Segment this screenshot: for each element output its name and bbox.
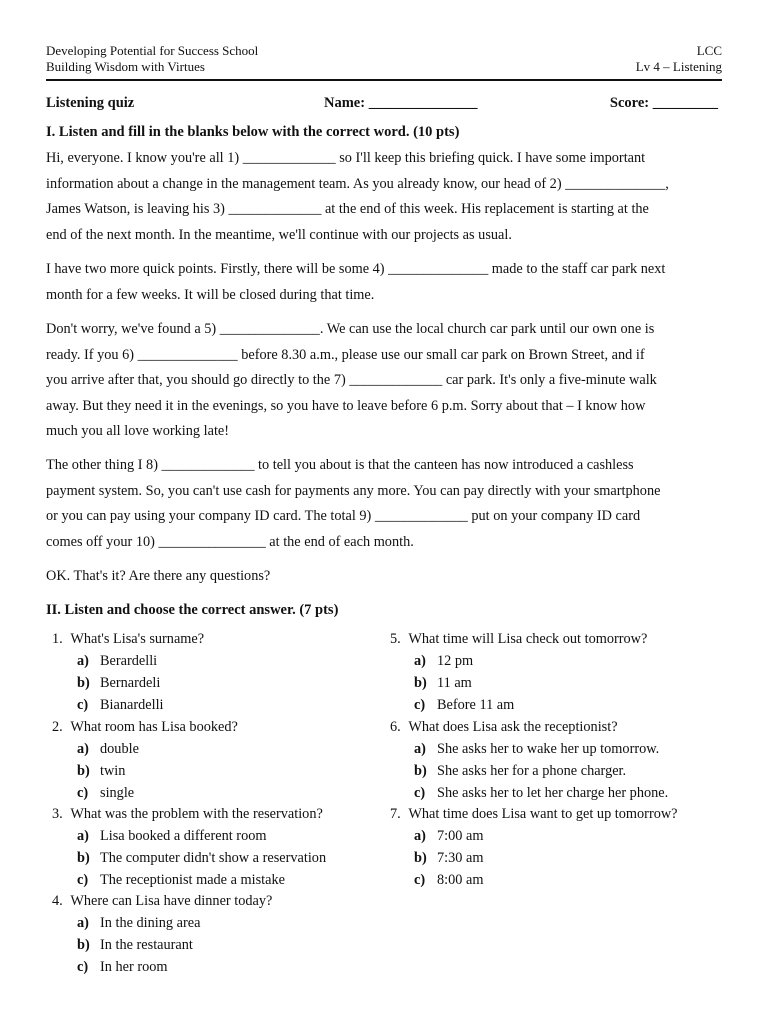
question-number: 7.: [390, 806, 401, 822]
question-text: Where can Lisa have dinner today?: [70, 893, 273, 909]
name-field[interactable]: Name: _______________: [324, 95, 478, 111]
question-1: [52, 628, 204, 650]
level-label: Lv 4 – Listening: [635, 59, 722, 74]
paragraph-line: much you all love working late!: [46, 423, 230, 439]
question-text: What time will Lisa check out tomorrow?: [408, 631, 648, 647]
paragraph-1: [46, 146, 724, 248]
option-7a[interactable]: a) 7:00 am: [414, 828, 484, 844]
school-motto: Building Wisdom with Virtues: [46, 59, 205, 74]
question-text: What does Lisa ask the receptionist?: [408, 719, 618, 735]
paragraph-3: [46, 317, 724, 445]
option-6c[interactable]: c) She asks her to let her charge her phone.: [414, 785, 669, 801]
paragraph-line[interactable]: Don't worry, we've found a 5) ______________. We can use the local church car park until our own one is: [46, 321, 655, 337]
option-2b[interactable]: b) twin: [77, 763, 126, 779]
question-number: 6.: [390, 719, 401, 735]
paragraph-line[interactable]: you arrive after that, you should go directly to the 7) _____________ car park. It's only a five-minute walk: [46, 372, 657, 388]
page-header: [46, 43, 722, 81]
paragraph-line[interactable]: I have two more quick points. Firstly, there will be some 4) ______________ made to the staff car park next: [46, 261, 666, 277]
paragraph-line: away. But they need it in the evenings, so you have to leave before 6 p.m. Sorry about that – I know how: [46, 397, 646, 414]
option-1c[interactable]: c) Bianardelli: [77, 697, 164, 713]
paragraph-line: month for a few weeks. It will be closed during that time.: [46, 286, 375, 303]
question-number: 1.: [52, 631, 63, 647]
question-text: What was the problem with the reservation?: [70, 806, 323, 822]
paragraph-line[interactable]: The other thing I 8) _____________ to tell you about is that the canteen has now introduced a cashless: [46, 457, 634, 473]
option-2c[interactable]: c) single: [77, 785, 135, 801]
quiz-title-bar: [46, 95, 722, 113]
option-1b[interactable]: b) Bernardeli: [77, 675, 161, 691]
paragraph-line[interactable]: or you can pay using your company ID card. The total 9) _____________ put on your company ID card: [46, 508, 641, 524]
question-text: What room has Lisa booked?: [70, 719, 238, 735]
paragraph-line[interactable]: comes off your 10) _______________ at the end of each month.: [46, 533, 414, 550]
option-3a[interactable]: a) Lisa booked a different room: [77, 828, 267, 844]
option-4a[interactable]: a) In the dining area: [77, 915, 201, 931]
paragraph-line[interactable]: ready. If you 6) ______________ before 8.30 a.m., please use our small car park on Brown Street, and if: [46, 346, 645, 363]
paragraph-2: [46, 257, 724, 308]
question-number: 2.: [52, 719, 63, 735]
paragraph-line[interactable]: information about a change in the management team. As you already know, our head of 2) ______________,: [46, 175, 669, 192]
paragraph-4: [46, 453, 724, 555]
option-6a[interactable]: a) She asks her to wake her up tomorrow.: [414, 741, 660, 757]
section-2-heading: II. Listen and choose the correct answer. (7 pts): [46, 602, 339, 618]
school-name: Developing Potential for Success School: [46, 43, 259, 58]
option-5b[interactable]: b) 11 am: [414, 675, 472, 691]
quiz-title: Listening quiz: [46, 95, 135, 111]
question-2: [52, 716, 238, 738]
option-7c[interactable]: c) 8:00 am: [414, 872, 484, 888]
question-text: What time does Lisa want to get up tomorrow?: [408, 806, 678, 822]
option-5c[interactable]: c) Before 11 am: [414, 697, 515, 713]
question-6: [390, 716, 618, 738]
option-2a[interactable]: a) double: [77, 741, 139, 757]
paragraph-line: payment system. So, you can't use cash for payments any more. You can pay directly with your smartphone: [46, 482, 661, 499]
option-6b[interactable]: b) She asks her for a phone charger.: [414, 763, 627, 779]
question-number: 3.: [52, 806, 63, 822]
paragraph-line[interactable]: James Watson, is leaving his 3) _____________ at the end of this week. His replacement is starting at the: [46, 201, 649, 217]
question-number: 5.: [390, 631, 401, 647]
question-3: [52, 803, 323, 825]
question-7: [390, 803, 678, 825]
question-number: 4.: [52, 893, 63, 909]
option-3b[interactable]: b) The computer didn't show a reservation: [77, 850, 327, 866]
paragraph-line: OK. That's it? Are there any questions?: [46, 568, 271, 584]
option-3c[interactable]: c) The receptionist made a mistake: [77, 872, 285, 888]
option-4c[interactable]: c) In her room: [77, 959, 168, 975]
paragraph-5: [46, 564, 724, 590]
section-1-heading: I. Listen and fill in the blanks below with the correct word. (10 pts): [46, 124, 460, 140]
question-text: What's Lisa's surname?: [70, 631, 205, 647]
option-5a[interactable]: a) 12 pm: [414, 653, 474, 669]
option-7b[interactable]: b) 7:30 am: [414, 850, 484, 866]
org-name: LCC: [696, 43, 722, 58]
score-field[interactable]: Score: _________: [609, 95, 718, 111]
question-4: [52, 890, 272, 912]
paragraph-line[interactable]: Hi, everyone. I know you're all 1) _____________ so I'll keep this briefing quick. I have some important: [46, 150, 646, 166]
option-1a[interactable]: a) Berardelli: [77, 653, 158, 669]
paragraph-line: end of the next month. In the meantime, we'll continue with our projects as usual.: [46, 226, 512, 243]
question-5: [390, 628, 647, 650]
option-4b[interactable]: b) In the restaurant: [77, 937, 193, 953]
